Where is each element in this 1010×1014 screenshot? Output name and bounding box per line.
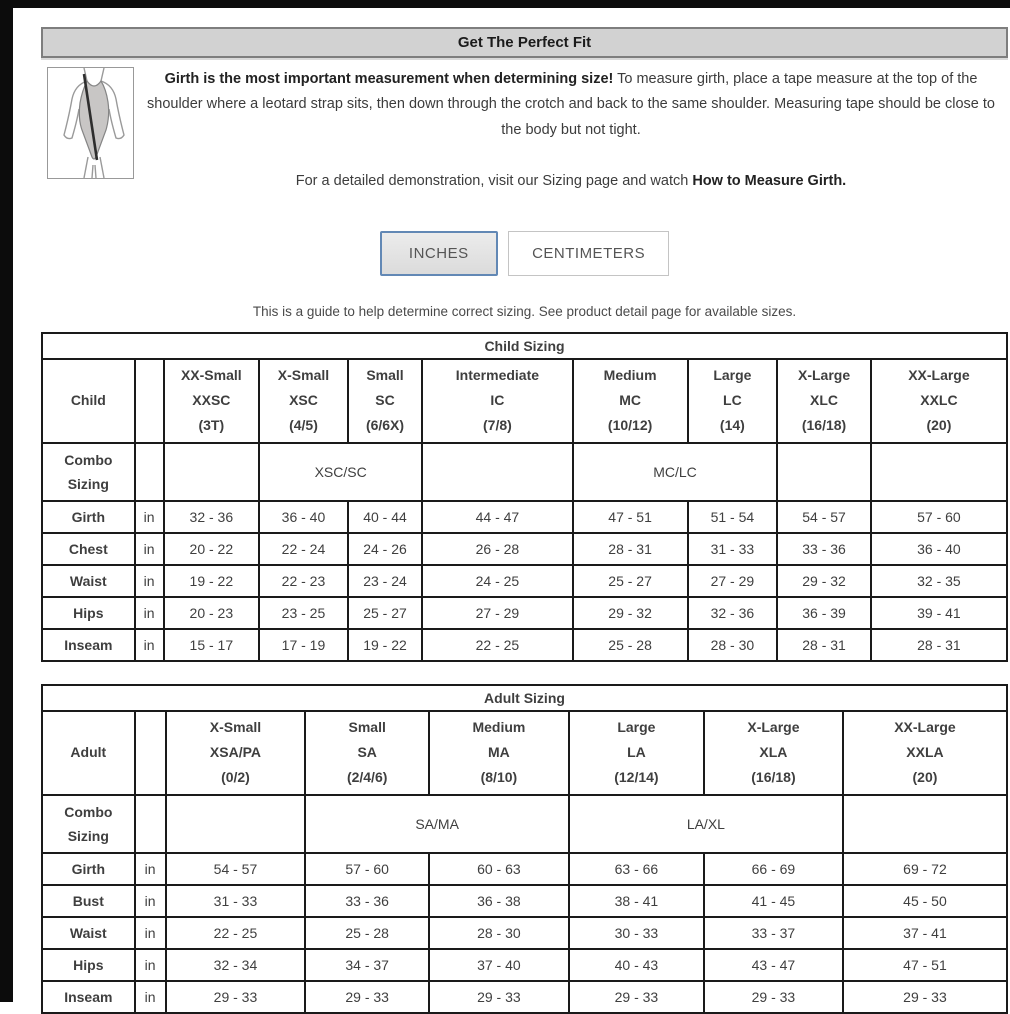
measurement-label: Waist — [42, 565, 135, 597]
value-cell: 29 - 33 — [704, 981, 843, 1013]
value-cell: 66 - 69 — [704, 853, 843, 885]
child-row-chest — [42, 533, 1007, 565]
value-cell: 34 - 37 — [305, 949, 429, 981]
child-col-header-xxsc — [164, 359, 260, 443]
col-header-sizes: (14) — [719, 417, 745, 433]
col-header-name: X-Large — [797, 367, 851, 383]
child-row-waist — [42, 565, 1007, 597]
adult-table-title: Adult Sizing — [42, 685, 1007, 711]
value-cell: 22 - 24 — [259, 533, 348, 565]
value-cell: 29 - 32 — [777, 565, 871, 597]
value-cell: 29 - 33 — [569, 981, 704, 1013]
value-cell: 22 - 25 — [166, 917, 306, 949]
adult-unit-header — [135, 711, 166, 795]
value-cell: 20 - 23 — [164, 597, 260, 629]
value-cell: 32 - 35 — [871, 565, 1007, 597]
col-header-code: XXLC — [920, 392, 958, 408]
value-cell: 26 - 28 — [422, 533, 573, 565]
measurement-label: Girth — [42, 501, 135, 533]
child-combo-label: Combo Sizing — [42, 443, 135, 501]
col-header-code: MC — [619, 392, 641, 408]
col-header-name: Medium — [472, 719, 526, 735]
demo-text: For a detailed demonstration, visit our Sizing page and watch — [295, 173, 693, 190]
adult-row-girth — [42, 853, 1007, 885]
adult-row-bust — [42, 885, 1007, 917]
col-header-name: Medium — [603, 367, 657, 383]
value-cell: 44 - 47 — [422, 501, 573, 533]
adult-row-inseam — [42, 981, 1007, 1013]
col-header-code: XLA — [759, 744, 788, 760]
screenshot-frame-left — [0, 0, 13, 1002]
intro-section — [41, 67, 1008, 195]
unit-toggle — [41, 231, 1008, 276]
child-row-inseam — [42, 629, 1007, 661]
value-cell: 32 - 34 — [166, 949, 306, 981]
value-cell: 40 - 43 — [569, 949, 704, 981]
col-header-code: XXLA — [906, 744, 944, 760]
adult-sizing-table — [41, 684, 1008, 1014]
child-combo-cell-3: MC/LC — [573, 443, 778, 501]
measurement-label: Hips — [42, 597, 135, 629]
child-col-header-xsc — [259, 359, 348, 443]
value-cell: 29 - 33 — [305, 981, 429, 1013]
unit-cell: in — [135, 981, 166, 1013]
value-cell: 28 - 30 — [688, 629, 778, 661]
leotard-figure-icon — [48, 68, 133, 178]
measurement-label: Hips — [42, 949, 135, 981]
col-header-name: X-Small — [209, 719, 262, 735]
col-header-name: Small — [366, 367, 404, 383]
value-cell: 24 - 25 — [422, 565, 573, 597]
col-header-name: XX-Large — [908, 367, 970, 383]
col-header-code: SA — [357, 744, 377, 760]
value-cell: 29 - 32 — [573, 597, 688, 629]
child-row-hips — [42, 597, 1007, 629]
value-cell: 20 - 22 — [164, 533, 260, 565]
value-cell: 36 - 38 — [429, 885, 569, 917]
value-cell: 60 - 63 — [429, 853, 569, 885]
col-header-name: Intermediate — [455, 367, 540, 383]
col-header-name: XX-Large — [894, 719, 956, 735]
intro-text — [134, 67, 1008, 195]
child-table-title: Child Sizing — [42, 333, 1007, 359]
child-col-header-xlc — [777, 359, 871, 443]
col-header-sizes: (20) — [912, 769, 938, 785]
value-cell: 19 - 22 — [164, 565, 260, 597]
measurement-label: Inseam — [42, 629, 135, 661]
adult-combo-label: Combo Sizing — [42, 795, 135, 853]
adult-combo-cell-2: LA/XL — [569, 795, 843, 853]
value-cell: 40 - 44 — [348, 501, 422, 533]
value-cell: 32 - 36 — [164, 501, 260, 533]
adult-combo-cell-3 — [843, 795, 1007, 853]
page-title: Get The Perfect Fit — [41, 27, 1008, 58]
unit-cell: in — [135, 885, 166, 917]
col-header-code: SC — [375, 392, 395, 408]
value-cell: 27 - 29 — [688, 565, 778, 597]
value-cell: 33 - 36 — [305, 885, 429, 917]
col-header-name: XX-Small — [180, 367, 242, 383]
child-group-label: Child — [42, 359, 135, 443]
col-header-sizes: (3T) — [198, 417, 225, 433]
adult-col-header-xla — [704, 711, 843, 795]
col-header-code: MA — [488, 744, 510, 760]
col-header-name: Large — [617, 719, 656, 735]
value-cell: 47 - 51 — [843, 949, 1007, 981]
col-header-name: Large — [713, 367, 752, 383]
col-header-code: LA — [627, 744, 646, 760]
adult-col-header-sa — [305, 711, 429, 795]
child-combo-cell-1: XSC/SC — [259, 443, 422, 501]
adult-row-waist — [42, 917, 1007, 949]
value-cell: 39 - 41 — [871, 597, 1007, 629]
col-header-code: IC — [490, 392, 505, 408]
value-cell: 33 - 37 — [704, 917, 843, 949]
adult-col-header-la — [569, 711, 704, 795]
girth-instructions — [138, 67, 1004, 143]
value-cell: 57 - 60 — [305, 853, 429, 885]
measurement-label: Inseam — [42, 981, 135, 1013]
value-cell: 29 - 33 — [166, 981, 306, 1013]
col-header-sizes: (16/18) — [751, 769, 796, 785]
demo-bold: How to Measure Girth. — [692, 173, 847, 190]
col-header-sizes: (4/5) — [289, 417, 318, 433]
measurement-label: Bust — [42, 885, 135, 917]
value-cell: 17 - 19 — [259, 629, 348, 661]
unit-cell: in — [135, 949, 166, 981]
value-cell: 45 - 50 — [843, 885, 1007, 917]
col-header-sizes: (12/14) — [614, 769, 659, 785]
sizing-tables — [41, 332, 1008, 1014]
unit-cell: in — [135, 597, 164, 629]
value-cell: 29 - 33 — [843, 981, 1007, 1013]
centimeters-button[interactable]: CENTIMETERS — [508, 231, 669, 276]
value-cell: 69 - 72 — [843, 853, 1007, 885]
child-combo-cell-4 — [777, 443, 871, 501]
value-cell: 37 - 41 — [843, 917, 1007, 949]
adult-combo-unit — [135, 795, 166, 853]
value-cell: 22 - 23 — [259, 565, 348, 597]
sizing-guide-page — [41, 27, 1008, 1014]
col-header-code: XSA/PA — [209, 744, 261, 760]
col-header-code: XXSC — [192, 392, 231, 408]
value-cell: 47 - 51 — [573, 501, 688, 533]
child-col-header-xxlc — [871, 359, 1007, 443]
value-cell: 36 - 40 — [871, 533, 1007, 565]
col-header-sizes: (7/8) — [483, 417, 512, 433]
unit-cell: in — [135, 629, 164, 661]
value-cell: 38 - 41 — [569, 885, 704, 917]
value-cell: 33 - 36 — [777, 533, 871, 565]
value-cell: 23 - 25 — [259, 597, 348, 629]
value-cell: 25 - 28 — [305, 917, 429, 949]
value-cell: 30 - 33 — [569, 917, 704, 949]
child-combo-cell-0 — [164, 443, 260, 501]
girth-instructions-rest: To measure girth, place a tape measure at the top of the shoulder where a leotard strap sits, then down through the crotch and back to the same shoulder. Measuring tape should be close to the body but not tight. — [147, 71, 995, 138]
value-cell: 29 - 33 — [429, 981, 569, 1013]
value-cell: 23 - 24 — [348, 565, 422, 597]
col-header-name: X-Large — [747, 719, 800, 735]
col-header-code: XSC — [289, 392, 318, 408]
child-combo-cell-2 — [422, 443, 573, 501]
col-header-sizes: (6/6X) — [365, 417, 405, 433]
demo-line — [138, 169, 1004, 194]
child-col-header-lc — [688, 359, 778, 443]
col-header-sizes: (20) — [926, 417, 952, 433]
value-cell: 51 - 54 — [688, 501, 778, 533]
measurement-label: Girth — [42, 853, 135, 885]
child-sizing-table — [41, 332, 1008, 662]
value-cell: 54 - 57 — [777, 501, 871, 533]
inches-button[interactable]: INCHES — [380, 231, 498, 276]
col-header-sizes: (10/12) — [607, 417, 653, 433]
unit-cell: in — [135, 533, 164, 565]
value-cell: 25 - 27 — [348, 597, 422, 629]
col-header-sizes: (0/2) — [221, 769, 250, 785]
child-col-header-ic — [422, 359, 573, 443]
unit-cell: in — [135, 853, 166, 885]
value-cell: 27 - 29 — [422, 597, 573, 629]
value-cell: 36 - 39 — [777, 597, 871, 629]
value-cell: 54 - 57 — [166, 853, 306, 885]
value-cell: 31 - 33 — [166, 885, 306, 917]
child-col-header-mc — [573, 359, 688, 443]
screenshot-frame-top — [0, 0, 1010, 8]
value-cell: 57 - 60 — [871, 501, 1007, 533]
value-cell: 37 - 40 — [429, 949, 569, 981]
girth-measurement-diagram — [47, 67, 134, 179]
child-combo-cell-5 — [871, 443, 1007, 501]
value-cell: 32 - 36 — [688, 597, 778, 629]
col-header-name: Small — [348, 719, 386, 735]
col-header-name: X-Small — [277, 367, 330, 383]
col-header-code: LC — [723, 392, 742, 408]
adult-combo-cell-1: SA/MA — [305, 795, 568, 853]
sizing-note: This is a guide to help determine correct sizing. See product detail page for available sizes. — [252, 303, 797, 319]
value-cell: 28 - 31 — [777, 629, 871, 661]
adult-col-header-xxla — [843, 711, 1007, 795]
adult-combo-cell-0 — [166, 795, 306, 853]
unit-cell: in — [135, 917, 166, 949]
adult-col-header-xsa-pa — [166, 711, 306, 795]
child-row-girth — [42, 501, 1007, 533]
col-header-sizes: (16/18) — [801, 417, 847, 433]
child-col-header-sc — [348, 359, 422, 443]
value-cell: 19 - 22 — [348, 629, 422, 661]
value-cell: 43 - 47 — [704, 949, 843, 981]
child-combo-unit — [135, 443, 164, 501]
value-cell: 41 - 45 — [704, 885, 843, 917]
value-cell: 31 - 33 — [688, 533, 778, 565]
adult-group-label: Adult — [42, 711, 135, 795]
measurement-label: Chest — [42, 533, 135, 565]
value-cell: 25 - 28 — [573, 629, 688, 661]
col-header-code: XLC — [810, 392, 839, 408]
value-cell: 22 - 25 — [422, 629, 573, 661]
value-cell: 28 - 31 — [871, 629, 1007, 661]
girth-instructions-bold: Girth is the most important measurement when determining size! — [164, 71, 614, 87]
value-cell: 15 - 17 — [164, 629, 260, 661]
col-header-sizes: (8/10) — [480, 769, 518, 785]
adult-col-header-ma — [429, 711, 569, 795]
unit-cell: in — [135, 501, 164, 533]
child-unit-header — [135, 359, 164, 443]
unit-cell: in — [135, 565, 164, 597]
value-cell: 28 - 31 — [573, 533, 688, 565]
value-cell: 25 - 27 — [573, 565, 688, 597]
value-cell: 63 - 66 — [569, 853, 704, 885]
measurement-label: Waist — [42, 917, 135, 949]
value-cell: 36 - 40 — [259, 501, 348, 533]
value-cell: 24 - 26 — [348, 533, 422, 565]
adult-row-hips — [42, 949, 1007, 981]
value-cell: 28 - 30 — [429, 917, 569, 949]
col-header-sizes: (2/4/6) — [346, 769, 388, 785]
